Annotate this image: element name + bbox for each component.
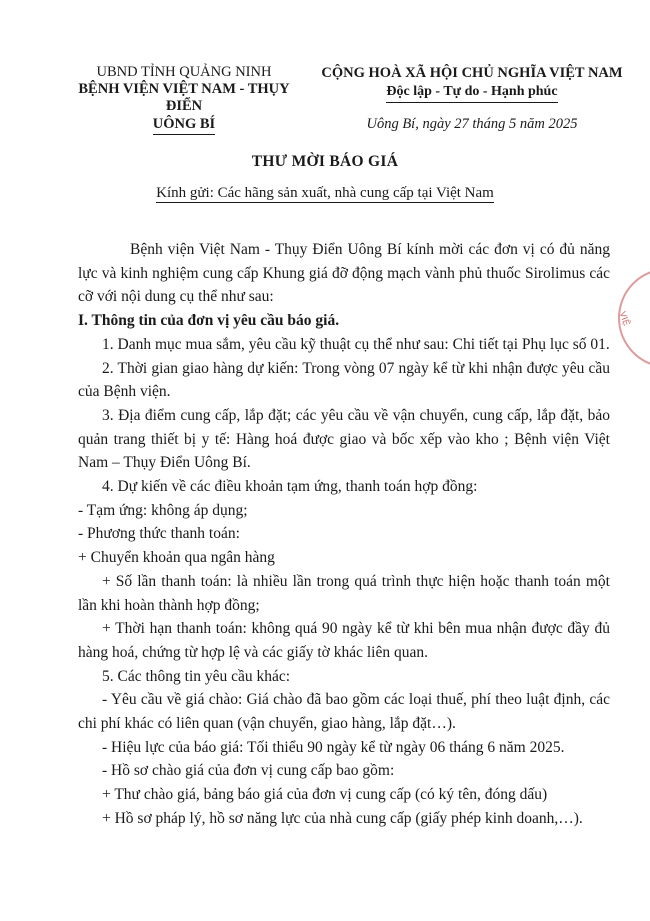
list-item: + Thư chào giá, bảng báo giá của đơn vị cung cấp (có ký tên, đóng dấu) xyxy=(102,786,548,804)
intro-paragraph: Bệnh viện Việt Nam - Thụy Điển Uông Bí kính mời các đơn vị có đủ năng lực và kinh nghiệm cung cấp Khung giá đỡ động mạch vành phủ thuốc Sirolimus các cỡ với nội dung cụ thể như sau: xyxy=(78,241,610,306)
greeting-text: Kính gửi: Các hãng sản xuất, nhà cung cấp tại Việt Nam xyxy=(156,185,494,201)
list-item: - Yêu cầu về giá chào: Giá chào đã bao gồm các loại thuế, phí theo luật định, các chi phí khác có liên quan (vận chuyển, giao hàng, lắp đặt…). xyxy=(78,691,610,733)
list-item: + Số lần thanh toán: là nhiều lần trong quá trình thực hiện hoặc thanh toán một lần khi hoàn thành hợp đồng; xyxy=(78,572,610,614)
list-item: + Hồ sơ pháp lý, hồ sơ năng lực của nhà cung cấp (giấy phép kinh doanh,…). xyxy=(102,809,583,827)
list-item: 2. Thời gian giao hàng dự kiến: Trong vòng 07 ngày kể từ khi nhận được yêu cầu của Bệnh viện. xyxy=(78,359,610,401)
list-item: 5. Các thông tin yêu cầu khác: xyxy=(102,667,291,685)
list-item: - Hồ sơ chào giá của đơn vị cung cấp bao gồm: xyxy=(102,762,395,780)
agency-name: UBND TỈNH QUẢNG NINH xyxy=(96,64,272,80)
list-item: 3. Địa điểm cung cấp, lắp đặt; các yêu cầu về vận chuyển, cung cấp, lắp đặt, bảo quản trang thiết bị y tế: Hàng hoá được giao và bốc xếp vào kho ; Bệnh viện Việt Nam – Thụy Điển Uông Bí. xyxy=(78,406,610,472)
national-title: CỘNG HOÀ XÃ HỘI CHỦ NGHĨA VIỆT NAM xyxy=(321,65,623,81)
section-heading: I. Thông tin của đơn vị yêu cầu báo giá. xyxy=(78,312,340,330)
list-item: 1. Danh mục mua sắm, yêu cầu kỹ thuật cụ thể như sau: Chi tiết tại Phụ lục số 01. xyxy=(102,335,610,353)
document-title: THƯ MỜI BÁO GIÁ xyxy=(251,153,399,170)
greeting xyxy=(0,185,650,202)
stamp-text: VIỆ xyxy=(617,310,632,328)
hospital-name-line2: UÔNG BÍ xyxy=(153,115,215,135)
list-item: - Tạm ứng: không áp dụng; xyxy=(78,501,248,519)
list-item: + Thời hạn thanh toán: không quá 90 ngày kể từ khi bên mua nhận được đầy đủ hàng hoá, chứng từ hợp lệ và các giấy tờ khác liên quan. xyxy=(78,620,610,661)
list-item: + Chuyển khoản qua ngân hàng xyxy=(78,549,275,567)
hospital-name-line1: BỆNH VIỆN VIỆT NAM - THỤY ĐIỂN xyxy=(78,81,290,114)
national-motto: Độc lập - Tự do - Hạnh phúc xyxy=(386,82,557,103)
document-date: Uông Bí, ngày 27 tháng 5 năm 2025 xyxy=(366,116,578,132)
list-item: - Hiệu lực của báo giá: Tối thiểu 90 ngày kể từ ngày 06 tháng 6 năm 2025. xyxy=(102,738,565,756)
list-item: 4. Dự kiến về các điều khoản tạm ứng, thanh toán hợp đồng: xyxy=(102,478,478,496)
list-item: - Phương thức thanh toán: xyxy=(78,525,240,543)
national-header xyxy=(316,64,628,103)
issuing-organization xyxy=(64,64,304,135)
document-body xyxy=(78,238,610,831)
